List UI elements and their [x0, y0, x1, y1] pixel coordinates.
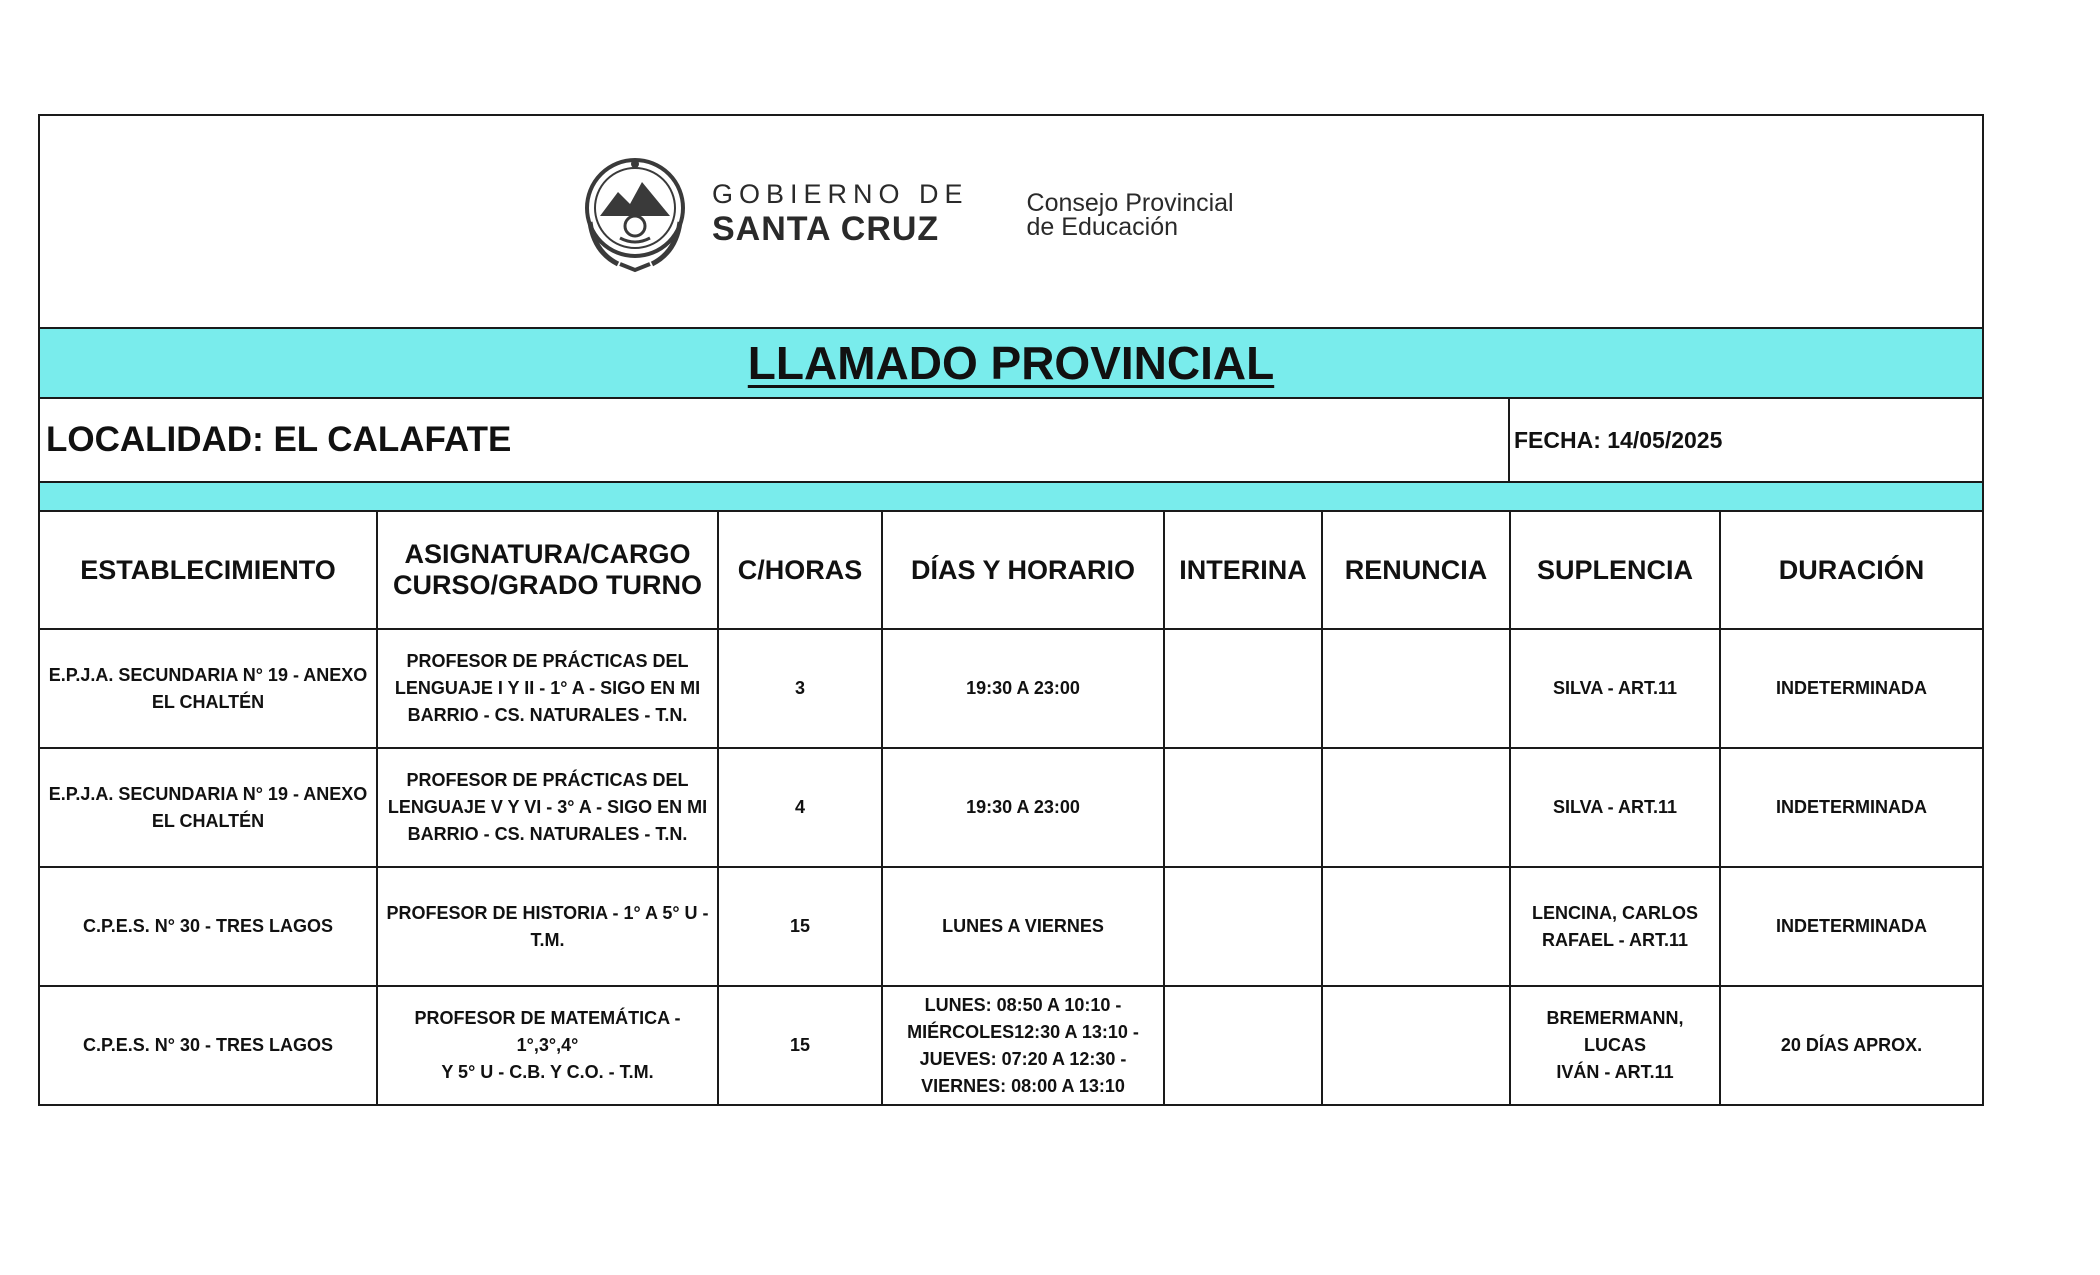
cell-horario: LUNES: 08:50 A 10:10 - MIÉRCOLES12:30 A 13:10 - JUEVES: 07:20 A 12:30 - VIERNES: 08:00 A 13:10 — [882, 986, 1164, 1104]
table-row — [40, 629, 1982, 748]
cell-horario: LUNES A VIERNES — [882, 867, 1164, 986]
cell-duracion: 20 DÍAS APROX. — [1720, 986, 1982, 1104]
cell-establecimiento: E.P.J.A. SECUNDARIA N° 19 - ANEXO EL CHALTÉN — [40, 629, 377, 748]
document-sheet — [38, 114, 1984, 1106]
date-label: FECHA: 14/05/2025 — [1514, 426, 1723, 453]
santa-cruz-coat-of-arms-icon — [580, 152, 690, 274]
col-header-asignatura: ASIGNATURA/CARGO CURSO/GRADO TURNO — [377, 512, 718, 629]
cell-horas: 15 — [718, 867, 882, 986]
col-header-suplencia: SUPLENCIA — [1510, 512, 1720, 629]
santa-cruz-line: SANTA CRUZ — [712, 209, 940, 248]
consejo-line-2: de Educación — [1026, 213, 1179, 241]
table-row — [40, 748, 1982, 867]
cell-horas: 3 — [718, 629, 882, 748]
gobierno-line: GOBIERNO DE — [712, 178, 969, 209]
cell-interina — [1164, 867, 1322, 986]
consejo-line-1: Consejo Provincial — [1026, 189, 1234, 217]
title-banner — [40, 329, 1982, 399]
cell-interina — [1164, 986, 1322, 1104]
col-header-renuncia: RENUNCIA — [1322, 512, 1510, 629]
locality-label: LOCALIDAD: EL CALAFATE — [40, 399, 1510, 481]
table-row — [40, 986, 1982, 1104]
cell-asignatura: PROFESOR DE PRÁCTICAS DEL LENGUAJE V Y VI - 3° A - SIGO EN MI BARRIO - CS. NATURALES - T.N. — [377, 748, 718, 867]
col-header-horas: C/HORAS — [718, 512, 882, 629]
cell-suplencia: SILVA - ART.11 — [1510, 748, 1720, 867]
col-header-establecimiento: ESTABLECIMIENTO — [40, 512, 377, 629]
table-header-row — [40, 512, 1982, 629]
gobierno-wordmark — [712, 178, 969, 248]
cell-renuncia — [1322, 986, 1510, 1104]
cell-suplencia: LENCINA, CARLOS RAFAEL - ART.11 — [1510, 867, 1720, 986]
table-row — [40, 867, 1982, 986]
cell-horas: 15 — [718, 986, 882, 1104]
cell-establecimiento: C.P.E.S. N° 30 - TRES LAGOS — [40, 867, 377, 986]
cell-interina — [1164, 629, 1322, 748]
cell-asignatura: PROFESOR DE MATEMÁTICA - 1°,3°,4° Y 5° U - C.B. Y C.O. - T.M. — [377, 986, 718, 1104]
cell-interina — [1164, 748, 1322, 867]
cell-horas: 4 — [718, 748, 882, 867]
locality-row — [40, 399, 1982, 483]
header-row — [40, 116, 1982, 329]
cell-suplencia: SILVA - ART.11 — [1510, 629, 1720, 748]
cell-suplencia: BREMERMANN, LUCAS IVÁN - ART.11 — [1510, 986, 1720, 1104]
spacer-band — [40, 483, 1982, 512]
cell-duracion: INDETERMINADA — [1720, 748, 1982, 867]
cell-horario: 19:30 A 23:00 — [882, 748, 1164, 867]
cell-establecimiento: C.P.E.S. N° 30 - TRES LAGOS — [40, 986, 377, 1104]
cell-asignatura: PROFESOR DE HISTORIA - 1° A 5° U - T.M. — [377, 867, 718, 986]
page-title: LLAMADO PROVINCIAL — [747, 337, 1275, 389]
cell-renuncia — [1322, 629, 1510, 748]
vacancies-table — [40, 512, 1982, 1104]
col-header-horario: DÍAS Y HORARIO — [882, 512, 1164, 629]
cell-horario: 19:30 A 23:00 — [882, 629, 1164, 748]
cell-renuncia — [1322, 748, 1510, 867]
consejo-wordmark — [1027, 191, 1234, 239]
government-logo — [580, 152, 1234, 274]
cell-duracion: INDETERMINADA — [1720, 867, 1982, 986]
cell-establecimiento: E.P.J.A. SECUNDARIA N° 19 - ANEXO EL CHALTÉN — [40, 748, 377, 867]
col-header-duracion: DURACIÓN — [1720, 512, 1982, 629]
cell-renuncia — [1322, 867, 1510, 986]
cell-asignatura: PROFESOR DE PRÁCTICAS DEL LENGUAJE I Y II - 1° A - SIGO EN MI BARRIO - CS. NATURALES - T.N. — [377, 629, 718, 748]
cell-duracion: INDETERMINADA — [1720, 629, 1982, 748]
col-header-interina: INTERINA — [1164, 512, 1322, 629]
